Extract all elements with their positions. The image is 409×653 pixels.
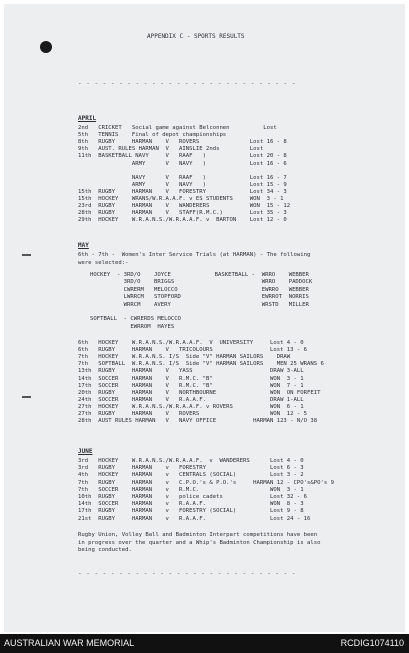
selection-row: CWRERM MELOCCO EWRRO WEBBER xyxy=(90,286,309,293)
result-row: NAVY V RAAF ) Lost 16 - 7 xyxy=(78,174,287,181)
intro-line: were selected:- xyxy=(78,259,129,266)
april-heading: APRIL xyxy=(78,115,97,122)
page-title: APPENDIX C - SPORTS RESULTS xyxy=(147,33,245,40)
result-row: 28th RUGBY HARMAN V STAFF(R.M.C.) Lost 35 - 3 xyxy=(78,210,287,217)
result-row: 2nd CRICKET Social game against Belconnen Lost xyxy=(78,125,277,131)
result-row: 7th HOCKEY W.R.A.N.S. I/S Side "V" HARMAN SAILORS DRAW xyxy=(78,354,291,361)
closing-line: Rugby Union, Volley Ball and Badminton Interpart competitions have been xyxy=(78,532,318,538)
result-row: 17th SOCCER HARMAN V R.M.C. "B" WON 7 - 1 xyxy=(78,382,304,389)
may-heading: MAY xyxy=(78,242,89,249)
result-row: 6th HOCKEY W.R.A.N.S./W.R.A.A.F. V UNIVERSITY Lost 4 - 0 xyxy=(78,340,304,346)
result-row: 8th RUGBY HARMAN V ROVERS Lost 16 - 8 xyxy=(78,139,287,146)
result-row: 29th HOCKEY W.R.A.N.S./W.R.A.A.F. v BARTON Lost 12 - 0 xyxy=(78,217,287,224)
selection-row: 3RD/O BRIGGS WRRO PADDOCK xyxy=(90,279,313,286)
result-row: 15th HOCKEY WRANS/W.R.A.A.F. v ES STUDENTS WON 3 - 1 xyxy=(78,196,284,202)
punch-hole xyxy=(40,41,52,53)
result-row: 9th AUST. RULES HARMAN V AINSLIE 2nds Lost xyxy=(78,146,264,153)
result-row: 27th HOCKEY W.R.A.N.S./W.R.A.A.F. v ROVERS WON 6 - 1 xyxy=(78,403,304,410)
selection-row: SOFTBALL - CWRERDS MELOCCO xyxy=(90,316,181,323)
result-row: 14th SOCCER HARMAN v R.A.A.F. WON 8 - 3 xyxy=(78,501,304,508)
footer-bar xyxy=(0,634,409,653)
result-row: 4th HOCKEY HARMAN v CENTRALS (SOCIAL) Lost 3 - 2 xyxy=(78,472,304,479)
result-row: 3rd HOCKEY W.R.A.N.S./W.R.A.A.F. v WANDERERS Lost 4 - 0 xyxy=(78,458,304,464)
result-row: ARMY V NAVY ) Lost 15 - 9 xyxy=(78,181,287,188)
result-row: 6th RUGBY HARMAN V TRICOLOURS Lost 13 - 6 xyxy=(78,347,308,354)
closing-line: being conducted. xyxy=(78,547,132,554)
selection-row: HOCKEY - 3RD/O JOYCE BASKETBALL - WRRO WEBBER xyxy=(90,272,309,278)
margin-mark xyxy=(22,254,31,256)
selection-row: LWRRCM STOPFORD EWRROT NORRIS xyxy=(90,294,309,301)
result-row: 21st RUGBY HARMAN v R.A.A.F. Lost 24 - 16 xyxy=(78,515,311,522)
selection-row: WRRCM AVERY WRSTD MILLER xyxy=(90,301,309,308)
result-row: 15th RUGBY HARMAN V FORESTRY Lost 34 - 3 xyxy=(78,188,287,195)
result-row: 27th RUGBY HARMAN V ROVERS WON 12 - 5 xyxy=(78,411,308,417)
result-row: 7th SOCCER HARMAN v R.M.C. WON 3 - 1 xyxy=(78,486,304,493)
margin-mark xyxy=(22,396,31,398)
intro-line: 6th - 7th - Women's Inter Service Trials (at HARMAN) - The following xyxy=(78,252,311,258)
result-row: 11th BASKETBALL NAVY V RAAF ) Lost 20 - 8 xyxy=(78,153,287,160)
result-row: 3rd RUGBY HARMAN v FORESTRY Lost 6 - 3 xyxy=(78,465,304,472)
selection-row: EWRROM HAYES xyxy=(90,323,175,330)
result-row: 7th RUGBY HARMAN v C.P.O.'s & P.O.'s HARMAN 12 - CPO's&PO's 9 xyxy=(78,479,334,486)
result-row: 23rd RUGBY HARMAN V WANDERERS WON 15 - 12 xyxy=(78,203,291,210)
result-row: 24th SOCCER HARMAN V R.A.A.F. DRAW 1-ALL xyxy=(78,396,304,403)
result-row: 14th SOCCER HARMAN V R.M.C. "B" WON 3 - 1 xyxy=(78,375,304,382)
divider: - - - - - - - - - - - - - - - - - - - - - - - - - - - xyxy=(78,80,296,87)
closing-line: in progress over the quarter and a Whip's Badminton Championship is also xyxy=(78,539,321,546)
june-heading: JUNE xyxy=(78,448,93,455)
result-row: 17th RUGBY HARMAN v FORESTRY (SOCIAL) Lost 9 - 8 xyxy=(78,508,304,515)
result-row: 5th TENNIS Final of depot championships xyxy=(78,132,227,139)
result-row: 20th RUGBY HARMAN V NORTHBOURNE WON ON FORFEIT xyxy=(78,389,321,396)
document-page xyxy=(4,4,405,632)
result-row: ARMY V NAVY ) Lost 16 - 6 xyxy=(78,160,287,167)
result-row: 7th SOFTBALL W.R.A.N.S. I/S Side "V" HARMAN SAILORS MEN 25 WRANS 6 xyxy=(78,361,324,368)
result-row: 10th RUGBY HARMAN v police cadets Lost 32 - 6 xyxy=(78,494,308,500)
result-row: 13th RUGBY HARMAN V YASS DRAW 3-ALL xyxy=(78,368,304,375)
bottom-divider: - - - - - - - - - - - - - - - - - - - - - - - - - - - xyxy=(78,570,296,577)
result-row: 28th AUST RULES HARMAN V NAVY OFFICE HARMAN 123 - N/O 38 xyxy=(78,418,318,425)
footer-record-id: RCDIG1074110 xyxy=(340,638,404,648)
footer-institution: AUSTRALIAN WAR MEMORIAL xyxy=(4,638,135,648)
